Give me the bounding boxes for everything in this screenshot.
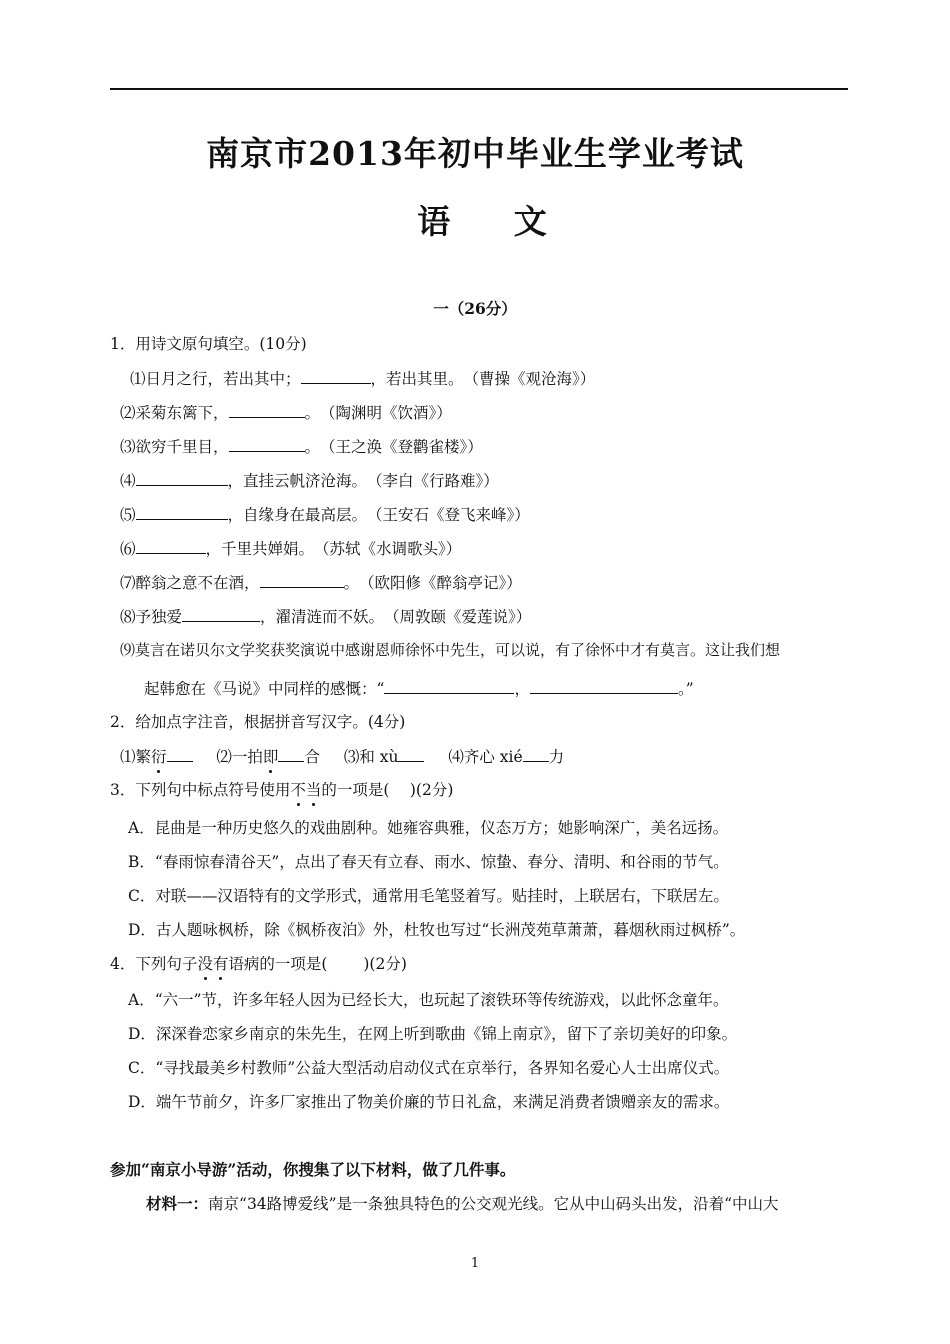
q1-item-9-mid: ，	[514, 680, 530, 698]
answer-blank[interactable]	[384, 677, 514, 694]
q2-part-3: ⑶和 xù	[343, 748, 399, 766]
q4-option-c[interactable]: C．“寻找最美乡村教师”公益大型活动启动仪式在京举行，各界知名爱心人士出席仪式。	[128, 1059, 730, 1077]
answer-blank[interactable]	[167, 745, 193, 762]
answer-blank[interactable]	[301, 367, 371, 384]
q3-option-b[interactable]: B．“春雨惊春清谷天”，点出了春天有立春、雨水、惊蛰、春分、清明、和谷雨的节气。	[128, 853, 729, 871]
subject-title: 语 文	[417, 202, 573, 241]
q1-item-8-pre: ⑻予独爱	[120, 608, 183, 626]
q1-item-1	[130, 367, 595, 390]
q1-item-4	[120, 469, 499, 492]
q1-item-4-post: ，直挂云帆济沧海。 （李白《行路难》）	[227, 472, 499, 490]
q1-item-4-pre: ⑷	[120, 472, 136, 490]
q1-item-5-post: ，自缘身在最高层。 （王安石《登飞来峰》）	[227, 506, 530, 524]
answer-blank[interactable]	[136, 503, 228, 520]
q4-stem-pre: 4．下列句子	[110, 955, 198, 973]
answer-blank[interactable]	[530, 677, 678, 694]
q1-item-7	[120, 571, 522, 594]
answer-blank[interactable]	[260, 571, 344, 588]
q1-item-5-pre: ⑸	[120, 506, 136, 524]
q1-item-9-line2	[144, 677, 694, 700]
material-one	[146, 1193, 779, 1215]
q1-item-9-pre: 起韩愈在《马说》中同样的感慨：“	[144, 680, 385, 698]
q2-part-2-post: 合	[304, 748, 320, 766]
material-text: 南京“34路博爱线”是一条独具特色的公交观光线。它从中山码头出发，沿着“中山大	[208, 1195, 779, 1213]
q1-item-1-post: ，若出其里。 （曹操《观沧海》）	[370, 370, 596, 388]
q1-item-2-post: 。 （陶渊明《饮酒》）	[304, 404, 452, 422]
answer-blank[interactable]	[278, 745, 304, 762]
answer-blank[interactable]	[229, 401, 305, 418]
q3-stem-pre: 3．下列句中标点符号使用	[110, 781, 291, 799]
q1-item-6-pre: ⑹	[120, 540, 136, 558]
exam-title: 南京市2013年初中毕业生学业考试	[206, 134, 744, 173]
answer-blank[interactable]	[229, 435, 305, 452]
dotted-char: 没	[197, 955, 213, 973]
material-intro: 参加“南京小导游”活动，你搜集了以下材料，做了几件事。	[110, 1160, 516, 1179]
q1-item-3-post: 。 （王之涣《登鹳雀楼》）	[304, 438, 483, 456]
q1-item-2-pre: ⑵采菊东篱下，	[120, 404, 229, 422]
q2-stem: 2．给加点字注音，根据拼音写汉字。(4分)	[110, 713, 406, 731]
q4-option-b[interactable]: D．深深眷恋家乡南京的朱先生，在网上听到歌曲《锦上南京》，留下了亲切美好的印象。	[128, 1025, 738, 1043]
section-heading: 一（26分）	[433, 299, 517, 318]
header-rule	[110, 88, 848, 90]
q1-item-7-post: 。 （欧阳修《醉翁亭记》）	[343, 574, 522, 592]
answer-blank[interactable]	[136, 537, 206, 554]
answer-blank[interactable]	[398, 745, 424, 762]
q1-item-8	[120, 605, 531, 628]
q1-item-9-line1: ⑼莫言在诺贝尔文学奖获奖演说中感谢恩师徐怀中先生，可以说，有了徐怀中才有莫言。这让我们想	[120, 641, 781, 659]
q1-item-6	[120, 537, 461, 560]
q2-part-4-post: 力	[548, 748, 565, 766]
q1-item-1-pre: ⑴日月之行，若出其中；	[130, 370, 301, 388]
dotted-char: 有	[212, 955, 229, 973]
q1-item-3-pre: ⑶欲穷千里目，	[120, 438, 229, 456]
q2-part-2: ⑵一拍	[216, 748, 263, 766]
answer-blank[interactable]	[523, 745, 549, 762]
q1-item-7-pre: ⑺醉翁之意不在酒，	[120, 574, 260, 592]
q3-option-a[interactable]: A．昆曲是一种历史悠久的戏曲剧种。她雍容典雅，仪态万方；她影响深广，美名远扬。	[128, 819, 729, 837]
q1-item-9-post: 。”	[677, 680, 694, 698]
dotted-char: 衍	[151, 748, 167, 766]
q4-stem	[110, 953, 407, 975]
q3-stem-post: 的一项是( )(2分)	[321, 781, 454, 799]
q1-item-8-post: ，濯清涟而不妖。 （周敦颐《爱莲说》）	[260, 608, 532, 626]
q3-stem	[110, 779, 453, 801]
page-number: 1	[470, 1256, 480, 1271]
q4-option-a[interactable]: A．“六一”节，许多年轻人因为已经长大，也玩起了滚铁环等传统游戏，以此怀念童年。	[128, 991, 729, 1009]
q1-item-6-post: ，千里共婵娟。 （苏轼《水调歌头》）	[205, 540, 462, 558]
q1-item-5	[120, 503, 530, 526]
q4-option-d[interactable]: D．端午节前夕，许多厂家推出了物美价廉的节日礼盒，来满足消费者馈赠亲友的需求。	[128, 1093, 730, 1111]
q4-stem-post: 语病的一项是( )(2分)	[228, 955, 407, 973]
q3-option-d[interactable]: D．古人题咏枫桥，除《枫桥夜泊》外，杜牧也写过“长洲茂苑草萧萧，暮烟秋雨过枫桥”。	[128, 921, 746, 939]
dotted-char: 不	[290, 781, 306, 799]
dotted-char: 即	[262, 748, 279, 766]
q1-stem: 1．用诗文原句填空。(10分)	[110, 335, 307, 353]
q2-part-1: ⑴繁	[120, 748, 152, 766]
material-label: 材料一：	[146, 1194, 209, 1213]
q1-item-3	[120, 435, 483, 458]
dotted-char: 当	[305, 781, 322, 799]
q2-part-4: ⑷齐心 xié	[448, 748, 523, 766]
answer-blank[interactable]	[182, 605, 260, 622]
q3-option-c[interactable]: C．对联——汉语特有的文学形式，通常用毛笔竖着写。贴挂时，上联居右，下联居左。	[128, 887, 729, 905]
answer-blank[interactable]	[136, 469, 228, 486]
q1-item-2	[120, 401, 452, 424]
q2-items	[120, 745, 564, 768]
